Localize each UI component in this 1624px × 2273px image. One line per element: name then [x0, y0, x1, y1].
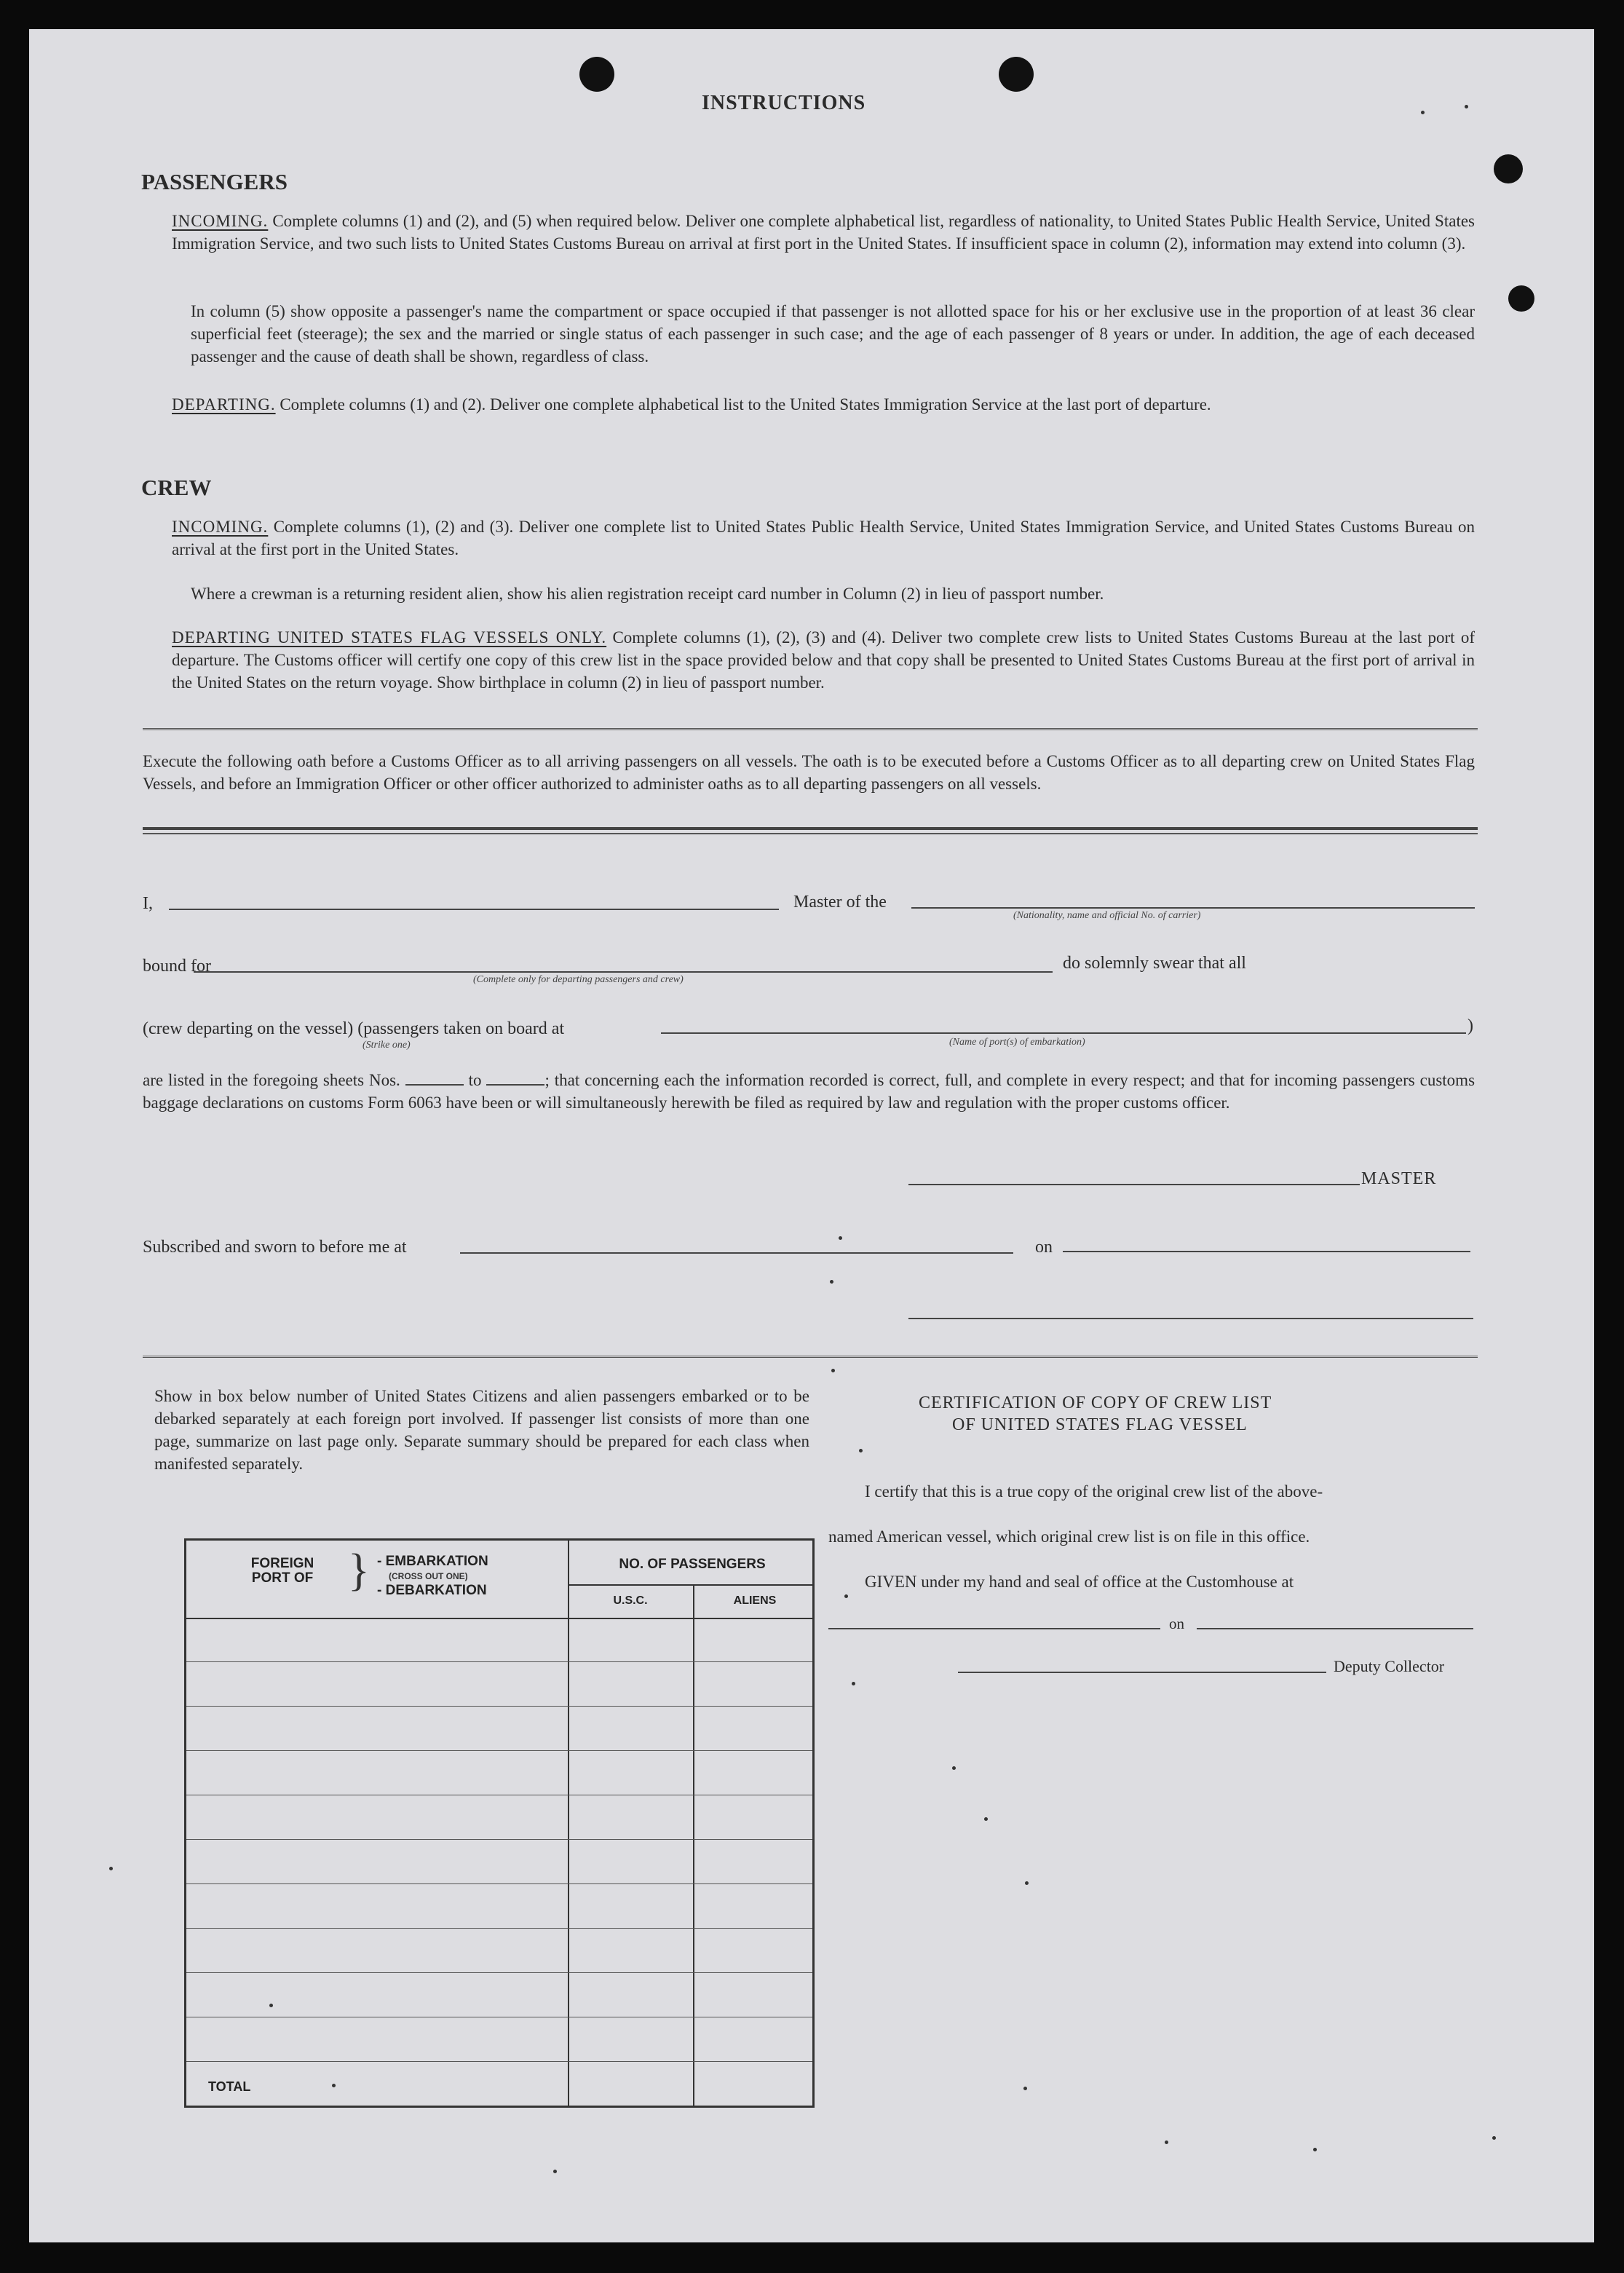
scan-speck [1313, 2148, 1317, 2151]
passengers-departing-text: Complete columns (1) and (2). Deliver one complete alphabetical list to the United States Immigration Service at the last port of departure. [280, 395, 1211, 414]
scan-speck [1165, 2140, 1168, 2144]
header-brace: } [348, 1546, 370, 1595]
nationality-caption: (Nationality, name and official No. of carrier) [1013, 910, 1201, 921]
scan-speck [839, 1236, 842, 1240]
foreign-port-header: FOREIGN PORT OF [250, 1556, 314, 1586]
scan-speck [852, 1682, 855, 1685]
table-row [186, 1883, 812, 1884]
passengers-heading: PASSENGERS [141, 169, 288, 194]
scan-speck [859, 1449, 863, 1452]
master-signature-field[interactable] [908, 1184, 1360, 1185]
passengers-departing-paragraph [172, 393, 1475, 416]
crew-incoming-text: Complete columns (1), (2) and (3). Deliver one complete list to United States Public Health Service, United States Immigration Service, and United States Customs Bureau on arrival at the first port in the United States. [172, 518, 1475, 558]
scan-speck [952, 1766, 956, 1770]
table-row [186, 2061, 812, 2062]
passengers-incoming-paragraph [172, 210, 1475, 255]
listed-to-label: to [468, 1071, 482, 1089]
deputy-collector-label: Deputy Collector [1334, 1657, 1445, 1675]
crew-departing-lead: DEPARTING UNITED STATES FLAG VESSELS ONLY. [172, 628, 607, 647]
scan-speck [553, 2170, 557, 2173]
certification-on-label: on [1169, 1615, 1184, 1632]
certification-date-field[interactable] [1197, 1628, 1473, 1629]
ports-caption: (Name of port(s) of embarkation) [949, 1037, 1085, 1048]
table-divider-col1 [568, 1541, 569, 2106]
strike-caption: (Strike one) [363, 1040, 411, 1051]
carrier-field[interactable] [911, 907, 1475, 909]
total-label: TOTAL [208, 2079, 251, 2094]
table-row [186, 1750, 812, 1751]
passengers-header-rule [568, 1584, 812, 1586]
punch-hole-right [999, 57, 1034, 92]
table-header-bottom-rule [186, 1618, 812, 1619]
scan-speck [830, 1280, 833, 1284]
officer-signature-field[interactable] [908, 1318, 1473, 1319]
crew-heading: CREW [141, 475, 212, 500]
certify-line-2: named American vessel, which original crew list is on file in this office. [828, 1527, 1310, 1546]
scan-speck [1025, 1881, 1029, 1885]
certification-title-1: CERTIFICATION OF COPY OF CREW LIST [919, 1394, 1272, 1412]
bound-for-field[interactable] [194, 971, 1053, 973]
certification-title-2: OF UNITED STATES FLAG VESSEL [952, 1415, 1248, 1434]
sheet-to-field[interactable] [486, 1084, 544, 1086]
oath-instruction: Execute the following oath before a Customs Officer as to all arriving passengers on all vessels. The oath is to be executed before a Customs Officer as to all departing crew on United States Flag Vessels, and before an Immigration Officer or other officer authorized to administer oaths as to all departing passengers on all vessels. [143, 752, 1475, 793]
cross-out-caption: (CROSS OUT ONE) [389, 1571, 468, 1581]
passengers-incoming-text: Complete columns (1) and (2), and (5) when required below. Deliver one complete alphabetical list, regardless of nationality, to United States Public Health Service, United States Immigration Service, and two such lists to United States Customs Bureau on arrival at first port in the United States. If insufficient space in column (2), information may extend into column (3). [172, 212, 1476, 253]
table-row [186, 1928, 812, 1929]
oath-swear-label: do solemnly swear that all [1063, 954, 1246, 973]
master-signature-label: MASTER [1361, 1169, 1437, 1188]
instructions-title: INSTRUCTIONS [702, 92, 866, 114]
embarkation-header: - EMBARKATION [377, 1554, 488, 1569]
customhouse-field[interactable] [828, 1628, 1160, 1629]
scan-speck [1465, 105, 1468, 108]
subscribed-label: Subscribed and sworn to before me at [143, 1238, 407, 1257]
crew-departing-text: Complete columns (1), (2), (3) and (4). Deliver two complete crew lists to United States Customs Bureau at the last port of departure. The Customs officer will certify one copy of this crew list in the space provided below and that copy shall be presented to United States Customs Bureau at the first port of arrival in the United States on the return voyage. Show birthplace in column (2) in lieu of passport number. [172, 628, 1476, 692]
sheet-from-field[interactable] [405, 1084, 464, 1086]
no-of-passengers-header: NO. OF PASSENGERS [619, 1557, 766, 1572]
listed-suffix: ; that concerning each the information recorded is correct, full, and complete in every respect; and that for incoming passengers customs baggage declarations on customs Form 6063 have been or will simultaneously herewith be filed as required by law and regulation with the proper customs officer. [143, 1071, 1476, 1112]
table-row [186, 1661, 812, 1662]
divider-before-oath-thin [143, 833, 1478, 834]
scan-speck [831, 1369, 835, 1372]
divider-before-summary [143, 1356, 1478, 1361]
scan-speck [269, 2004, 273, 2007]
master-name-field[interactable] [169, 909, 779, 910]
scan-speck [1492, 2136, 1496, 2140]
punch-hole-margin-top [1494, 154, 1523, 183]
subscribed-date-field[interactable] [1063, 1251, 1470, 1252]
summary-instruction: Show in box below number of United States Citizens and alien passengers embarked or to be debarked separately at each foreign port involved. If passenger list consists of more than one page, summarize on last page only. Separate summary should be prepared for each class when manifested separately. [154, 1387, 809, 1473]
oath-bound-for-label: bound for [143, 957, 211, 976]
passenger-summary-table [184, 1538, 815, 2108]
table-row [186, 1972, 812, 1973]
scan-speck [984, 1817, 988, 1821]
oath-i-label: I, [143, 894, 153, 913]
crew-incoming-paragraph [172, 515, 1475, 561]
aliens-header: ALIENS [733, 1594, 777, 1607]
scan-speck [1023, 2087, 1027, 2090]
oath-listed-paragraph [143, 1069, 1475, 1114]
divider-after-instructions [143, 728, 1478, 734]
crew-resident-paragraph: Where a crewman is a returning resident alien, show his alien registration receipt card number in Column (2) in lieu of passport number. [191, 585, 1104, 603]
bound-caption: (Complete only for departing passengers and crew) [473, 974, 684, 985]
certify-line-1: I certify that this is a true copy of the original crew list of the above- [865, 1482, 1323, 1501]
punch-hole-left [579, 57, 614, 92]
table-row [186, 1839, 812, 1840]
scan-speck [332, 2084, 336, 2087]
oath-master-of-label: Master of the [793, 893, 887, 912]
deputy-collector-signature-field[interactable] [958, 1672, 1326, 1673]
debarkation-header: - DEBARKATION [377, 1583, 487, 1598]
usc-header: U.S.C. [613, 1594, 648, 1607]
subscribed-place-field[interactable] [460, 1252, 1013, 1254]
crew-incoming-lead: INCOMING. [172, 518, 269, 536]
subscribed-on-label: on [1035, 1238, 1053, 1257]
scan-speck [844, 1594, 848, 1598]
oath-crew-passengers-label: (crew departing on the vessel) (passengers taken on board at [143, 1019, 565, 1038]
scan-speck [109, 1867, 113, 1870]
passengers-column5-paragraph: In column (5) show opposite a passenger's name the compartment or space occupied if that passenger is not allotted space for his or her exclusive use in the proportion of at least 36 clear superficial feet (steerage); the sex and the married or single status of each passenger in such case; and the age of each passenger of 8 years or under. In addition, the age of each deceased passenger and the cause of death shall be shown, regardless of class. [191, 302, 1475, 365]
form-sheet [29, 29, 1594, 2242]
close-paren: ) [1467, 1016, 1473, 1035]
divider-before-oath [143, 827, 1478, 830]
scan-speck [1421, 111, 1425, 114]
given-line: GIVEN under my hand and seal of office at the Customhouse at [865, 1573, 1294, 1591]
table-divider-col2 [693, 1586, 694, 2106]
embarkation-ports-field[interactable] [661, 1032, 1466, 1034]
table-row [186, 1706, 812, 1707]
listed-prefix: are listed in the foregoing sheets Nos. [143, 1071, 400, 1089]
passengers-departing-lead: DEPARTING. [172, 395, 276, 414]
punch-hole-margin-bottom [1508, 285, 1534, 312]
passengers-incoming-lead: INCOMING. [172, 212, 269, 230]
crew-departing-paragraph [172, 626, 1475, 694]
